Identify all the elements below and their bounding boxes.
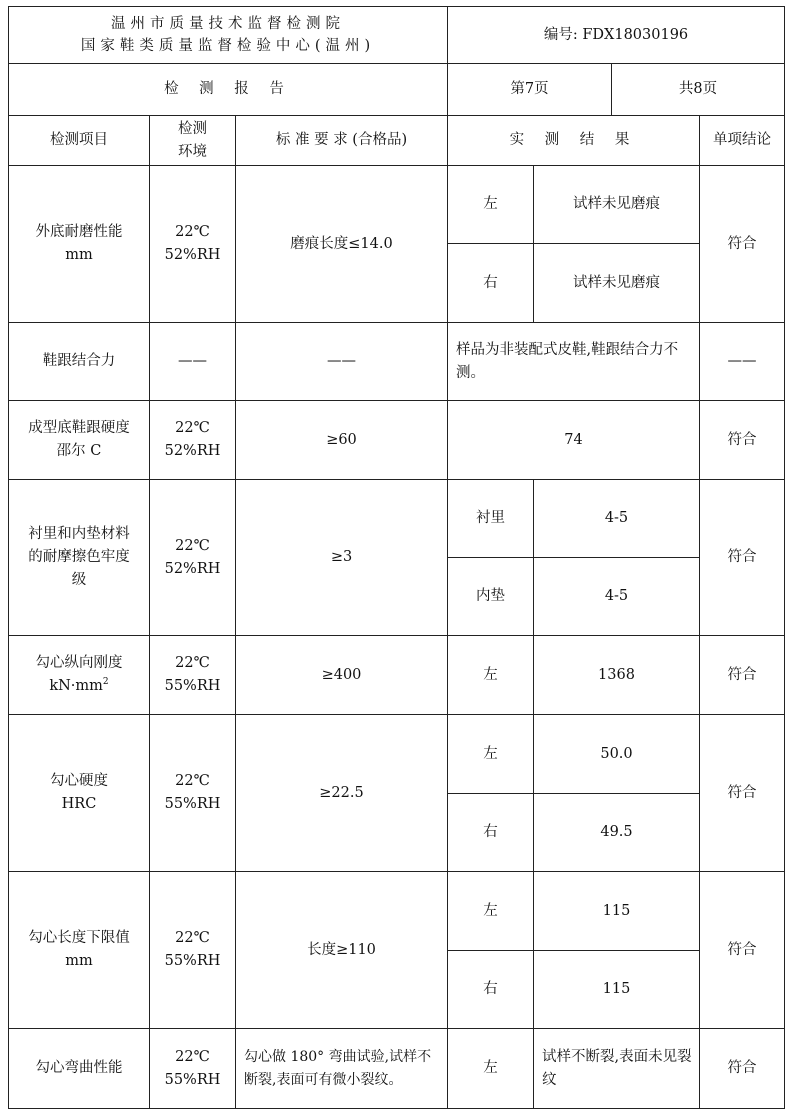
item-unit-base: kN·mm [49, 678, 103, 694]
conclusion-cell: 符合 [700, 636, 785, 715]
standard-cell: 磨痕长度≤14.0 [236, 166, 448, 323]
side-cell: 内垫 [448, 558, 534, 636]
col-result: 实 测 结 果 [448, 116, 700, 166]
env-cell [150, 872, 236, 1029]
item-cell: 勾心弯曲性能 [9, 1029, 150, 1109]
item-cell [9, 166, 150, 323]
conclusion-cell: —— [700, 323, 785, 401]
result-cell: 试样未见磨痕 [534, 244, 700, 323]
item-unit: HRC [61, 796, 97, 812]
env-temp: 22℃ [175, 420, 210, 436]
table-row [9, 166, 785, 244]
env-humidity: 52%RH [164, 560, 221, 577]
conclusion-cell: 符合 [700, 715, 785, 872]
env-humidity: 52%RH [164, 443, 221, 459]
env-temp: 22℃ [175, 537, 210, 554]
report-number: 编号: FDX18030196 [448, 7, 785, 64]
result-cell: 115 [534, 872, 700, 951]
table-row [9, 715, 785, 794]
item-name: 勾心硬度 [50, 773, 108, 789]
report-table [8, 6, 785, 1109]
standard-cell: ≥400 [236, 636, 448, 715]
result-cell: 4-5 [534, 558, 700, 636]
item-unit: 邵尔 C [56, 443, 102, 459]
side-cell: 衬里 [448, 480, 534, 558]
result-cell: 74 [448, 401, 700, 480]
result-cell: 49.5 [534, 794, 700, 872]
item-name: 勾心长度下限值 [28, 930, 130, 946]
col-env-line1: 检测 [178, 120, 207, 137]
item-unit-exponent: 2 [102, 677, 109, 688]
env-cell: —— [150, 323, 236, 401]
env-cell [150, 636, 236, 715]
table-row [9, 1029, 785, 1109]
item-cell: 鞋跟结合力 [9, 323, 150, 401]
item-name: 成型底鞋跟硬度 [28, 420, 130, 436]
item-unit: mm [65, 247, 93, 263]
standard-cell: —— [236, 323, 448, 401]
header-row [9, 7, 785, 64]
col-env-line2: 环境 [178, 143, 207, 160]
result-cell: 50.0 [534, 715, 700, 794]
column-header-row [9, 116, 785, 166]
result-cell: 4-5 [534, 480, 700, 558]
col-item: 检测项目 [9, 116, 150, 166]
item-cell [9, 715, 150, 872]
side-cell: 右 [448, 244, 534, 323]
standard-cell: 勾心做 180° 弯曲试验,试样不断裂,表面可有微小裂纹。 [236, 1029, 448, 1109]
env-humidity: 52%RH [164, 247, 221, 263]
env-cell [150, 1029, 236, 1109]
env-humidity: 55%RH [164, 953, 221, 969]
side-cell: 左 [448, 872, 534, 951]
env-cell [150, 480, 236, 636]
col-standard: 标 准 要 求 (合格品) [236, 116, 448, 166]
env-cell [150, 715, 236, 872]
side-cell: 左 [448, 636, 534, 715]
institute-name [9, 7, 448, 64]
standard-cell: ≥22.5 [236, 715, 448, 872]
report-title: 检 测 报 告 [9, 64, 448, 116]
item-name: 外底耐磨性能 [35, 224, 123, 240]
item-cell [9, 401, 150, 480]
side-cell: 左 [448, 166, 534, 244]
standard-cell: 长度≥110 [236, 872, 448, 1029]
standard-cell: ≥60 [236, 401, 448, 480]
env-temp: 22℃ [175, 655, 210, 671]
env-humidity: 55%RH [164, 796, 221, 812]
standard-cell: ≥3 [236, 480, 448, 636]
side-cell: 左 [448, 1029, 534, 1109]
report-page [8, 6, 784, 1108]
env-temp: 22℃ [175, 224, 210, 240]
env-cell [150, 166, 236, 323]
item-name: 勾心纵向刚度 [35, 655, 123, 671]
table-row [9, 872, 785, 951]
table-row [9, 636, 785, 715]
item-cell [9, 480, 150, 636]
item-unit: 级 [71, 572, 87, 588]
side-cell: 左 [448, 715, 534, 794]
env-temp: 22℃ [175, 773, 210, 789]
conclusion-cell: 符合 [700, 401, 785, 480]
result-cell: 115 [534, 951, 700, 1029]
env-humidity: 55%RH [164, 678, 221, 694]
env-humidity: 55%RH [164, 1071, 221, 1088]
result-cell: 试样不断裂,表面未见裂纹 [534, 1029, 700, 1109]
conclusion-cell: 符合 [700, 166, 785, 323]
table-row [9, 401, 785, 480]
result-cell: 1368 [534, 636, 700, 715]
conclusion-cell: 符合 [700, 480, 785, 636]
table-row [9, 323, 785, 401]
env-temp: 22℃ [175, 1048, 210, 1065]
env-temp: 22℃ [175, 930, 210, 946]
institute-line2: 国家鞋类质量监督检验中心(温州) [80, 38, 376, 54]
result-cell: 样品为非装配式皮鞋,鞋跟结合力不测。 [448, 323, 700, 401]
item-cell [9, 636, 150, 715]
title-row [9, 64, 785, 116]
institute-line1: 温州市质量技术监督检测院 [111, 16, 345, 32]
env-cell [150, 401, 236, 480]
conclusion-cell: 符合 [700, 1029, 785, 1109]
item-name-cont: 的耐摩擦色牢度 [28, 549, 130, 565]
side-cell: 右 [448, 951, 534, 1029]
col-env [150, 116, 236, 166]
result-cell: 试样未见磨痕 [534, 166, 700, 244]
side-cell: 右 [448, 794, 534, 872]
table-row [9, 480, 785, 558]
page-current: 第7页 [448, 64, 612, 116]
item-unit [13, 675, 145, 698]
item-unit: mm [65, 953, 93, 969]
page-total: 共8页 [612, 64, 785, 116]
item-name: 衬里和内垫材料 [28, 526, 130, 542]
col-conclusion: 单项结论 [700, 116, 785, 166]
item-cell [9, 872, 150, 1029]
conclusion-cell: 符合 [700, 872, 785, 1029]
